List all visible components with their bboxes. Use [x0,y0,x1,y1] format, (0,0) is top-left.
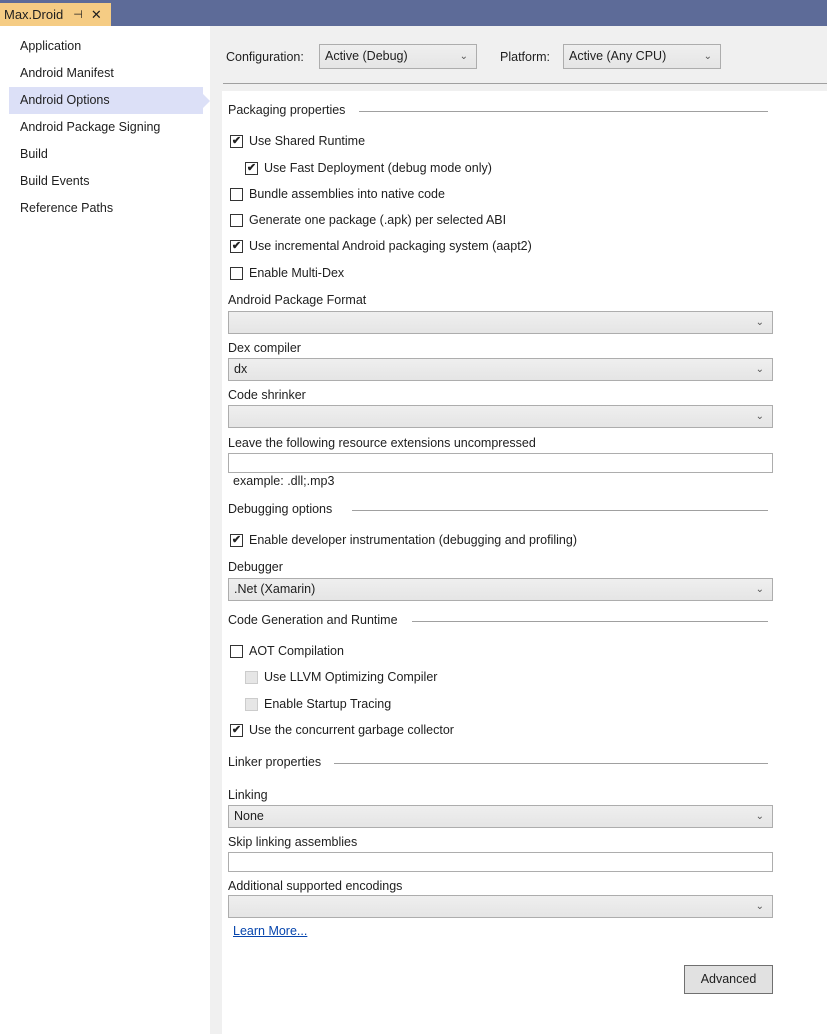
advanced-button[interactable]: Advanced [684,965,773,994]
linking-label: Linking [228,788,268,802]
multidex-checkbox[interactable] [230,266,344,280]
encodings-label: Additional supported encodings [228,879,403,893]
llvm-checkbox[interactable] [245,670,437,684]
sidebar-item-build-events[interactable]: Build Events [20,174,90,188]
checkbox-box [230,645,243,658]
dex-compiler-label: Dex compiler [228,341,301,355]
divider [359,111,768,112]
checkbox-box [245,671,258,684]
check-icon: ✔ [231,533,242,546]
skip-linking-input[interactable] [228,852,773,872]
checkbox-box [230,214,243,227]
sidebar-item-reference-paths[interactable]: Reference Paths [20,201,114,215]
use-shared-runtime-checkbox[interactable] [230,134,365,148]
section-title: Debugging options [228,502,333,516]
linking-select[interactable] [228,805,773,828]
select-value: .Net (Xamarin) [234,582,316,596]
debugging-section-header [228,502,332,516]
select-value: dx [234,362,248,376]
checkbox-box [230,267,243,280]
checkbox-label: Enable Startup Tracing [264,697,392,711]
concurrent-gc-checkbox[interactable] [230,723,454,737]
developer-instrumentation-checkbox[interactable] [230,533,577,547]
section-title: Packaging properties [228,103,346,117]
package-format-select[interactable] [228,311,773,334]
platform-label: Platform: [500,50,551,64]
chevron-down-icon: ⌄ [755,364,764,375]
checkbox-label: Enable Multi-Dex [249,266,345,280]
configuration-select[interactable] [319,44,477,69]
chevron-down-icon: ⌄ [459,51,468,62]
check-icon: ✔ [246,161,257,174]
chevron-down-icon: ⌄ [755,411,764,422]
close-icon[interactable]: ✕ [90,6,102,22]
pin-icon[interactable]: ⊣ [73,9,83,21]
uncompressed-extensions-input[interactable] [228,453,773,473]
sidebar-item-application[interactable]: Application [20,39,82,53]
check-icon: ✔ [231,723,242,736]
packaging-section-header [228,103,345,117]
divider [412,621,768,622]
chevron-down-icon: ⌄ [755,317,764,328]
configuration-value: Active (Debug) [325,49,408,63]
sidebar-item-android-options[interactable]: Android Options [9,87,203,114]
encodings-select[interactable] [228,895,773,918]
checkbox-label: Use Fast Deployment (debug mode only) [264,161,492,175]
aapt2-checkbox[interactable] [230,239,532,253]
divider [223,83,827,84]
checkbox-label: Use LLVM Optimizing Compiler [264,670,438,684]
divider [352,510,768,511]
aot-compilation-checkbox[interactable] [230,644,344,658]
platform-select[interactable] [563,44,721,69]
checkbox-label: Generate one package (.apk) per selected ABI [249,213,507,227]
debugger-label: Debugger [228,560,283,574]
sidebar-item-android-manifest[interactable]: Android Manifest [20,66,114,80]
code-shrinker-select[interactable] [228,405,773,428]
chevron-down-icon: ⌄ [755,584,764,595]
checkbox-label: Use Shared Runtime [249,134,366,148]
tab-title: Max.Droid [4,7,64,22]
fast-deployment-checkbox[interactable] [245,161,492,175]
checkbox-box [245,698,258,711]
checkbox-label: Use incremental Android packaging system (aapt2) [249,239,532,253]
bundle-assemblies-checkbox[interactable] [230,187,445,201]
linker-section-header [228,755,321,769]
sidebar-item-android-package-signing[interactable]: Android Package Signing [20,120,161,134]
chevron-down-icon: ⌄ [755,901,764,912]
sidebar-item-build[interactable]: Build [20,147,48,161]
checkbox-label: Use the concurrent garbage collector [249,723,454,737]
configuration-label: Configuration: [226,50,304,64]
codegen-section-header [228,613,398,627]
check-icon: ✔ [231,239,242,252]
checkbox-label: Enable developer instrumentation (debugging and profiling) [249,533,577,547]
section-title: Linker properties [228,755,322,769]
checkbox-label: Bundle assemblies into native code [249,187,445,201]
platform-value: Active (Any CPU) [569,49,667,63]
checkbox-box [230,188,243,201]
code-shrinker-label: Code shrinker [228,388,306,402]
dex-compiler-select[interactable] [228,358,773,381]
checkbox-label: AOT Compilation [249,644,344,658]
divider [334,763,768,764]
startup-tracing-checkbox[interactable] [245,697,391,711]
document-tab-bar [0,0,827,26]
chevron-down-icon: ⌄ [755,811,764,822]
select-value: None [234,809,264,823]
package-format-label: Android Package Format [228,293,367,307]
uncompressed-label: Leave the following resource extensions uncompressed [228,436,536,450]
document-tab[interactable] [0,3,111,26]
learn-more-link[interactable]: Learn More... [233,924,308,938]
skip-linking-label: Skip linking assemblies [228,835,358,849]
sidebar [0,26,210,1034]
chevron-down-icon: ⌄ [703,51,712,62]
one-package-per-abi-checkbox[interactable] [230,213,506,227]
uncompressed-example: example: .dll;.mp3 [233,474,335,488]
debugger-select[interactable] [228,578,773,601]
section-title: Code Generation and Runtime [228,613,398,627]
check-icon: ✔ [231,134,242,147]
